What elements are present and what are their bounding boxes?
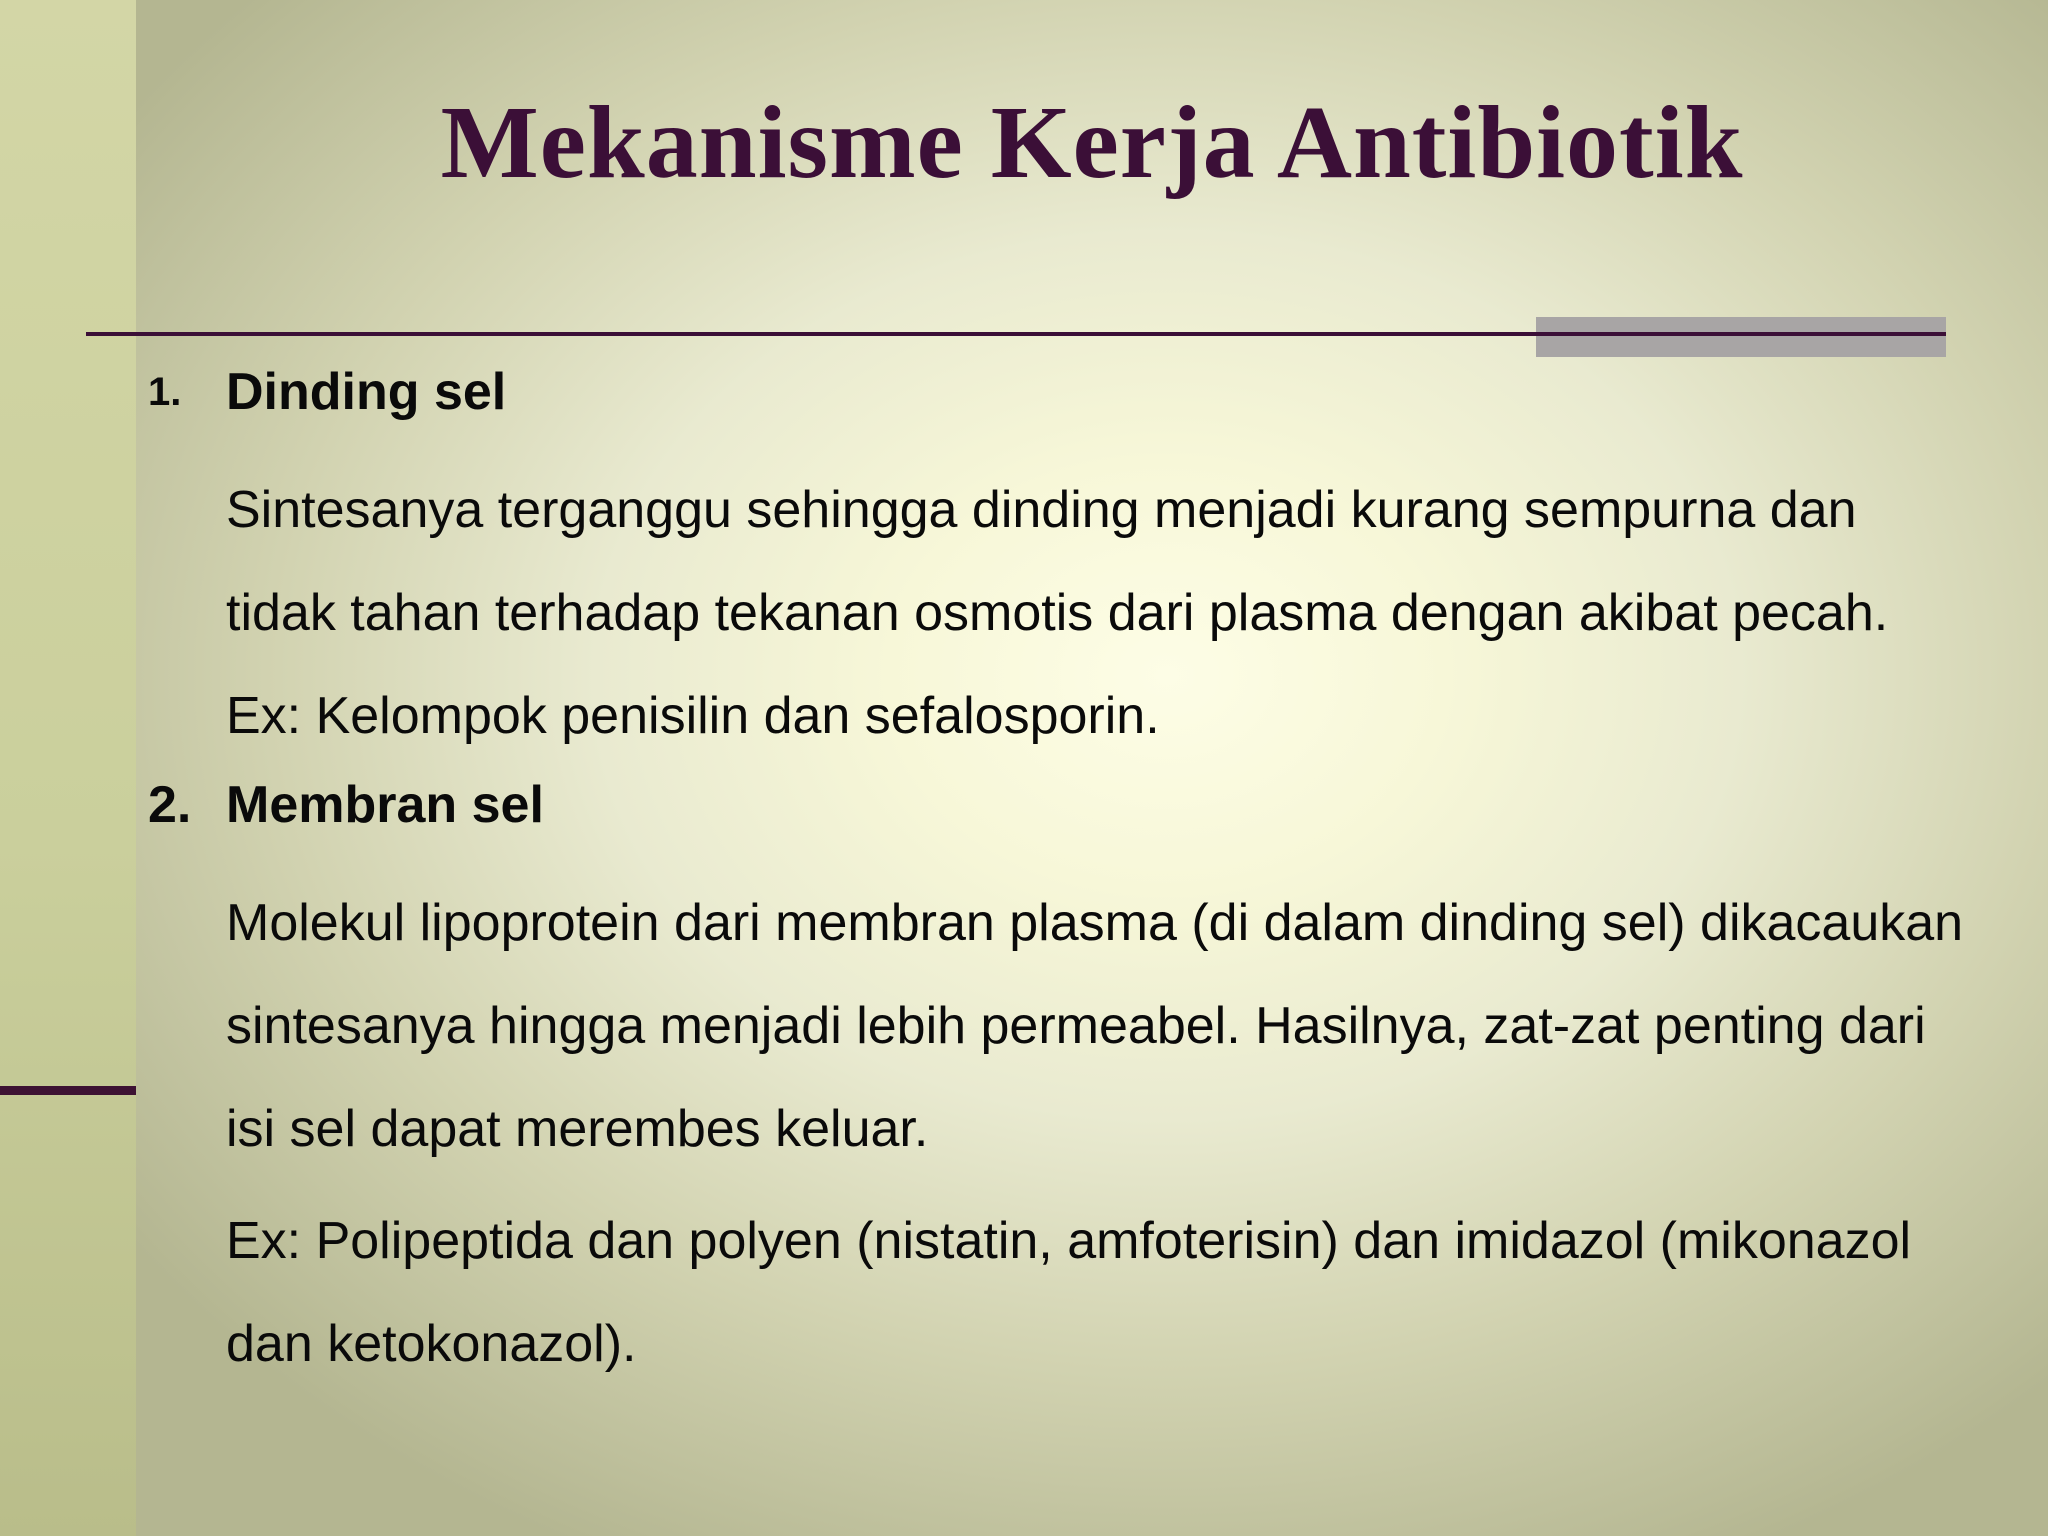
slide-content [148,357,1968,1396]
title-divider [86,332,1946,336]
title-accent-bar [1536,317,1946,357]
left-band [0,0,136,1536]
list-item-paragraph: Ex: Polipeptida dan polyen (nistatin, amfoterisin) dan imidazol (mikonazol dan ketokonazol). [226,1212,1912,1373]
list-item-number: 2. [148,776,192,834]
slide-title: Mekanisme Kerja Antibiotik [440,85,1744,200]
list-item-title: Dinding sel [226,363,507,421]
list-item-paragraph: Molekul lipoprotein dari membran plasma (di dalam dinding sel) dikacaukan sintesanya hingga menjadi lebih permeabel. Hasilnya, zat-zat penting dari isi sel dapat merembes keluar. [226,894,1964,1158]
list-item-paragraph: Sintesanya terganggu sehingga dinding menjadi kurang sempurna dan tidak tahan terhadap tekanan osmotis dari plasma dengan akibat pecah. Ex: Kelompok penisilin dan sefalosporin. [226,481,1889,745]
list-item-heading [148,770,1968,840]
list-item-number: 1. [148,370,182,414]
list-item-title: Membran sel [226,776,544,834]
left-accent-line [0,1086,136,1095]
list-item-heading [148,357,1968,427]
